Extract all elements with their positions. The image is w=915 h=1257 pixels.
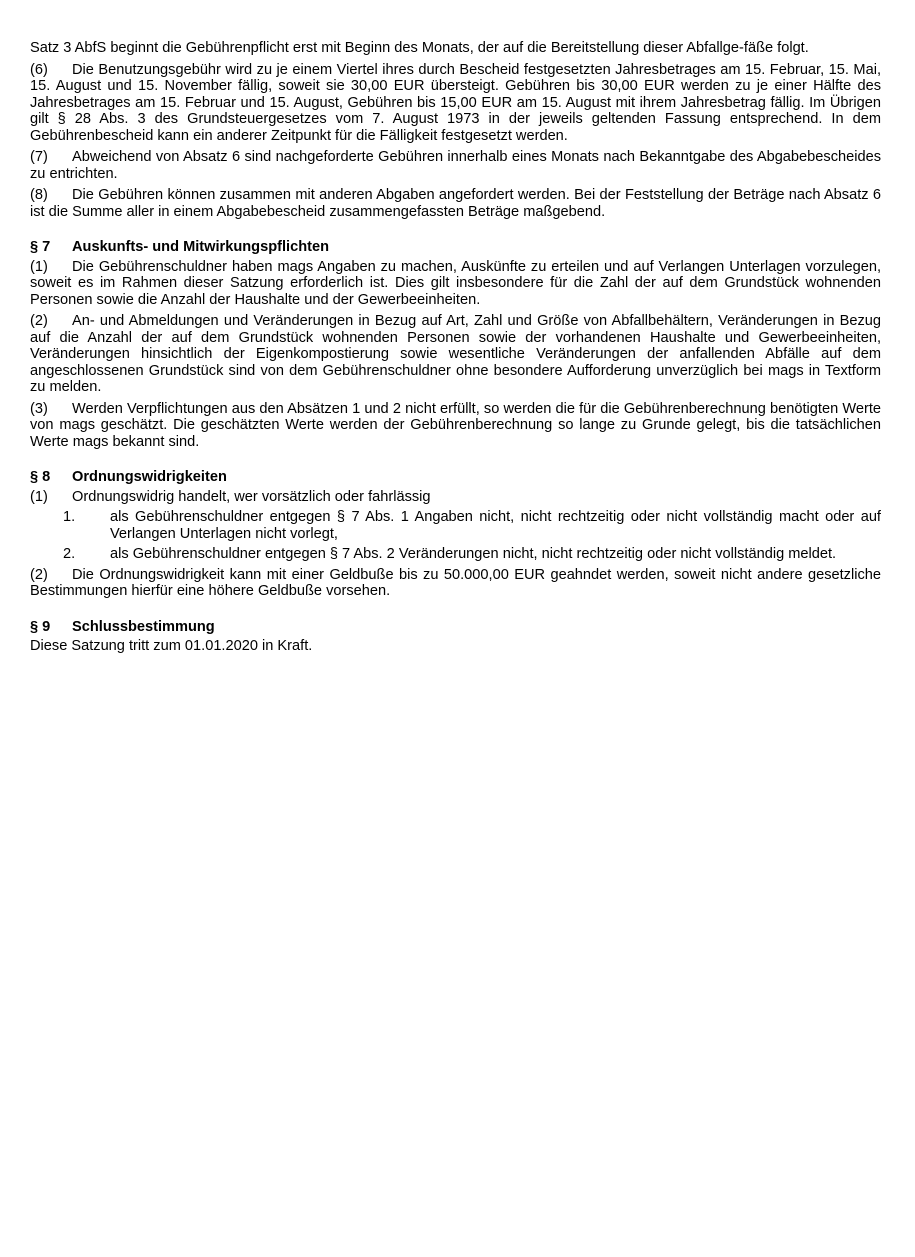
paragraph-number: (6) [30,61,48,78]
paragraph-6 [30,62,881,145]
paragraph-text: Die Benutzungsgebühr wird zu je einem Viertel ihres durch Bescheid festgesetzten Jahresbetrages am 15. Februar, 15. Mai, 15. August und 15. November fällig, soweit sie 30,00 EUR übersteigt. Gebühren bis 30,00 EUR werden zu je einer Hälfte des Jahresbetrages am 15. Februar und 15. August, Gebühren bis 15,00 EUR am 15. August mit ihrem Jahresbetrag fällig. Im Übrigen gilt § 28 Abs. 3 des Grundsteuergesetzes vom 7. August 1973 in der jeweils geltenden Fassung entsprechend. In dem Gebührenbescheid kann ein anderer Zeitpunkt für die Fälligkeit festgesetzt werden. [30,61,881,144]
paragraph-number: (2) [30,313,48,329]
paragraph-text: Die Gebührenschuldner haben mags Angaben zu machen, Auskünfte zu erteilen und auf Verlangen Unterlagen vorzulegen, soweit es im Rahmen dieser Satzung erforderlich ist. Dies gilt insbesondere für die Zahl der auf dem Grundstück wohnenden Personen sowie die Anzahl der Haushalte und der Gewerbeeinheiten. [30,258,881,308]
section7-paragraph-2 [30,313,881,396]
list-item-number: 1. [63,509,76,525]
list-item-text: als Gebührenschuldner entgegen § 7 Abs. 2 Veränderungen nicht, nicht rechtzeitig oder nicht vollständig meldet. [110,546,837,562]
section9-text: Diese Satzung tritt zum 01.01.2020 in Kraft. [30,638,313,654]
section-heading-8 [30,469,881,486]
list-item [30,509,881,542]
paragraph-text: Ordnungswidrig handelt, wer vorsätzlich oder fahrlässig [72,488,431,505]
section7-paragraph-3 [30,401,881,451]
paragraph-7 [30,149,881,182]
section-title: Schlussbestimmung [72,618,215,635]
section7-paragraph-1 [30,259,881,309]
paragraph-text: Abweichend von Absatz 6 sind nachgeforderte Gebühren innerhalb eines Monats nach Bekanntgabe des Abgabebescheides zu entrichten. [30,149,881,182]
section8-paragraph-1 [30,489,881,506]
paragraph-text: Werden Verpflichtungen aus den Absätzen 1 und 2 nicht erfüllt, so werden die für die Gebührenberechnung benötigten Werte von mags geschätzt. Die geschätzten Werte werden der Gebührenberechnung so lange zu Grunde gelegt, bis die tatsächlichen Werte mags bekannt sind. [30,400,881,450]
paragraph-number: (3) [30,400,48,417]
section-title: Auskunfts- und Mitwirkungspflichten [72,239,330,255]
section8-paragraph-2 [30,567,881,600]
section-number: § 9 [30,618,51,635]
paragraph-number: (1) [30,488,48,505]
paragraph-number: (2) [30,566,48,583]
list-item-number: 2. [63,546,76,562]
paragraph-number: (1) [30,258,48,275]
section-heading-7 [30,239,881,256]
section-number: § 8 [30,469,51,485]
paragraph-text: Die Gebühren können zusammen mit anderen Abgaben angefordert werden. Bei der Feststellung der Beträge nach Absatz 6 ist die Summe aller in einem Abgabebescheid zusammengefassten Beträge maßgebend. [30,187,881,220]
paragraph-8 [30,187,881,220]
document-page [30,40,881,655]
paragraph-text: An- und Abmeldungen und Veränderungen in Bezug auf Art, Zahl und Größe von Abfallbehältern, Veränderungen in Bezug auf die Anzahl der auf dem Grundstück wohnenden Personen sowie der vorhandenen Haushalte und Gewerbeeinheiten, Veränderungen hinsichtlich der Eigenkompostierung sowie wesentliche Veränderungen der anfallenden Abfälle auf dem angeschlossenen Grundstück sind von dem Gebührenschuldner ohne besondere Aufforderung unverzüglich bei mags in Textform zu melden. [30,313,881,395]
paragraph-number: (8) [30,187,48,203]
section-number: § 7 [30,239,51,255]
section-title: Ordnungswidrigkeiten [72,469,227,485]
list-item [30,546,881,563]
list-item-text: als Gebührenschuldner entgegen § 7 Abs. 1 Angaben nicht, nicht rechtzeitig oder nicht vollständig macht oder auf Verlangen Unterlagen nicht vorlegt, [110,509,881,542]
paragraph-number: (7) [30,149,48,165]
paragraph-text: Die Ordnungswidrigkeit kann mit einer Geldbuße bis zu 50.000,00 EUR geahndet werden, soweit nicht andere gesetzliche Bestimmungen hierfür eine höhere Geldbuße vorsehen. [30,566,881,599]
section-heading-9 [30,619,881,636]
intro-paragraph: Satz 3 AbfS beginnt die Gebührenpflicht erst mit Beginn des Monats, der auf die Bereitstellung dieser Abfallge-fäße folgt. [30,40,809,56]
